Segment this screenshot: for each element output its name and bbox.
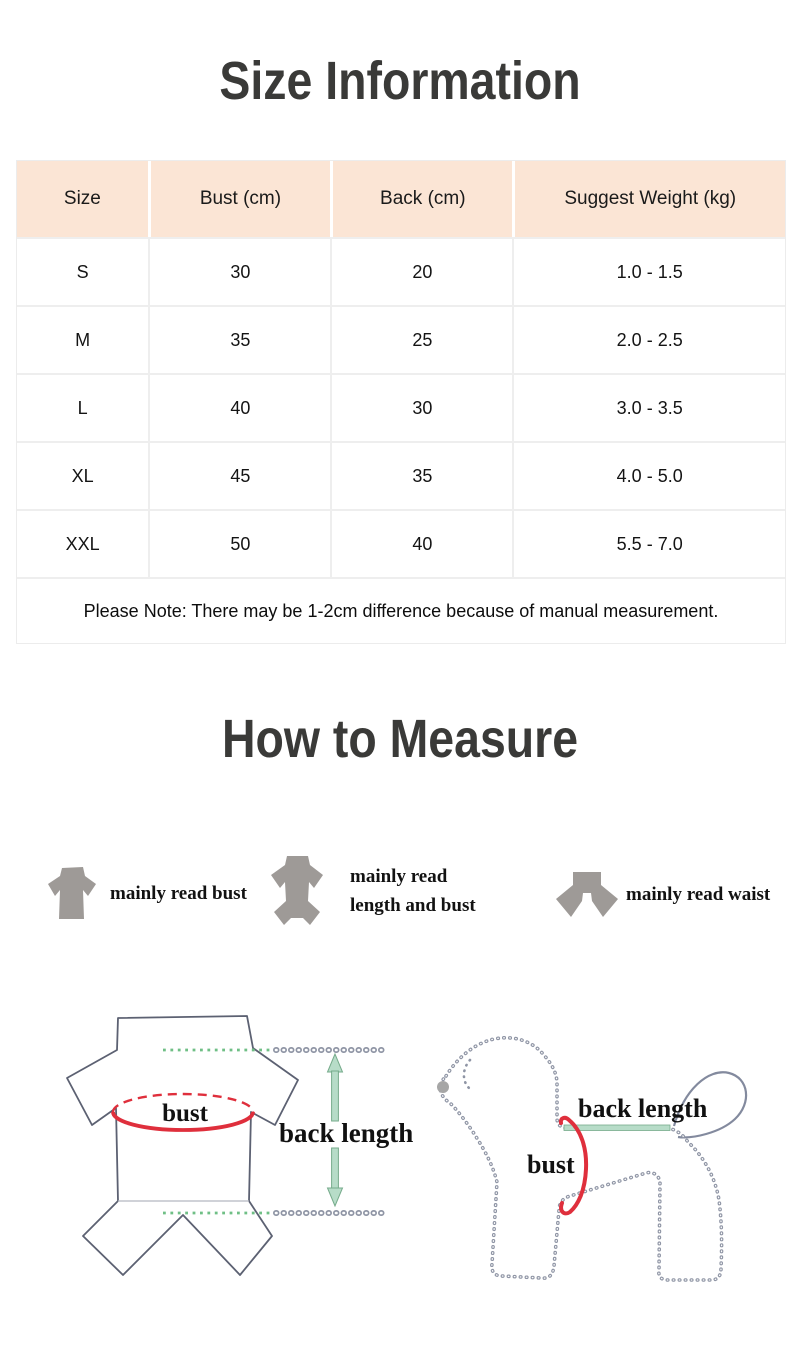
dog-nose: [437, 1081, 449, 1093]
cell-size: XL: [17, 443, 148, 509]
vest-icon: [48, 866, 96, 920]
cell-size: L: [17, 375, 148, 441]
cell-back: 20: [332, 239, 512, 305]
legend-label: mainly read bust: [110, 882, 247, 904]
cell-bust: 35: [150, 307, 330, 373]
cell-bust: 30: [150, 239, 330, 305]
cell-bust: 50: [150, 511, 330, 577]
jumpsuit-icon: [268, 854, 326, 928]
cell-back: 25: [332, 307, 512, 373]
cell-size: XXL: [17, 511, 148, 577]
garment-back-length-label: back length: [279, 1118, 414, 1148]
waist-shape: [556, 872, 618, 917]
cell-weight: 1.0 - 1.5: [514, 239, 785, 305]
legend-item-jumpsuit: [268, 854, 476, 928]
dog-back-length-line: [564, 1125, 670, 1131]
table-row: [17, 307, 785, 373]
header-weight: Suggest Weight (kg): [515, 161, 785, 237]
table-row: [17, 511, 785, 577]
cell-back: 30: [332, 375, 512, 441]
legend-label: mainly read length and bust: [350, 866, 476, 916]
dog-back-length-label: back length: [578, 1094, 708, 1123]
how-to-measure-title: How to Measure: [221, 709, 579, 769]
dog-ear-line: [464, 1060, 473, 1091]
header-size: Size: [17, 161, 148, 237]
cell-size: S: [17, 239, 148, 305]
page-title: Size Information: [219, 51, 581, 111]
cell-weight: 5.5 - 7.0: [514, 511, 785, 577]
cell-weight: 4.0 - 5.0: [514, 443, 785, 509]
size-table: [16, 160, 786, 644]
cell-bust: 40: [150, 375, 330, 441]
legend-label: mainly read waist: [626, 884, 771, 905]
cell-back: 35: [332, 443, 512, 509]
cell-weight: 3.0 - 3.5: [514, 375, 785, 441]
dog-diagram: [430, 1030, 800, 1330]
legend-item-waist: [556, 871, 770, 918]
dog-outline: [440, 1038, 721, 1280]
vest-shape: [48, 867, 96, 919]
table-row: [17, 443, 785, 509]
waist-harness-icon: [556, 871, 618, 918]
cell-back: 40: [332, 511, 512, 577]
header-back: Back (cm): [333, 161, 512, 237]
jumpsuit-shape: [271, 856, 323, 925]
garment-bust-label: bust: [162, 1100, 208, 1127]
garment-diagram: [55, 1008, 431, 1308]
dog-bust-label: bust: [527, 1150, 575, 1179]
garment-outline: [67, 1016, 298, 1275]
size-table-header-row: [17, 161, 785, 237]
legend-item-vest: [48, 866, 247, 920]
cell-size: M: [17, 307, 148, 373]
table-row: [17, 375, 785, 441]
cell-weight: 2.0 - 2.5: [514, 307, 785, 373]
size-table-note: Please Note: There may be 1-2cm difference because of manual measurement.: [17, 579, 785, 643]
header-bust: Bust (cm): [151, 161, 330, 237]
table-row: [17, 239, 785, 305]
cell-bust: 45: [150, 443, 330, 509]
